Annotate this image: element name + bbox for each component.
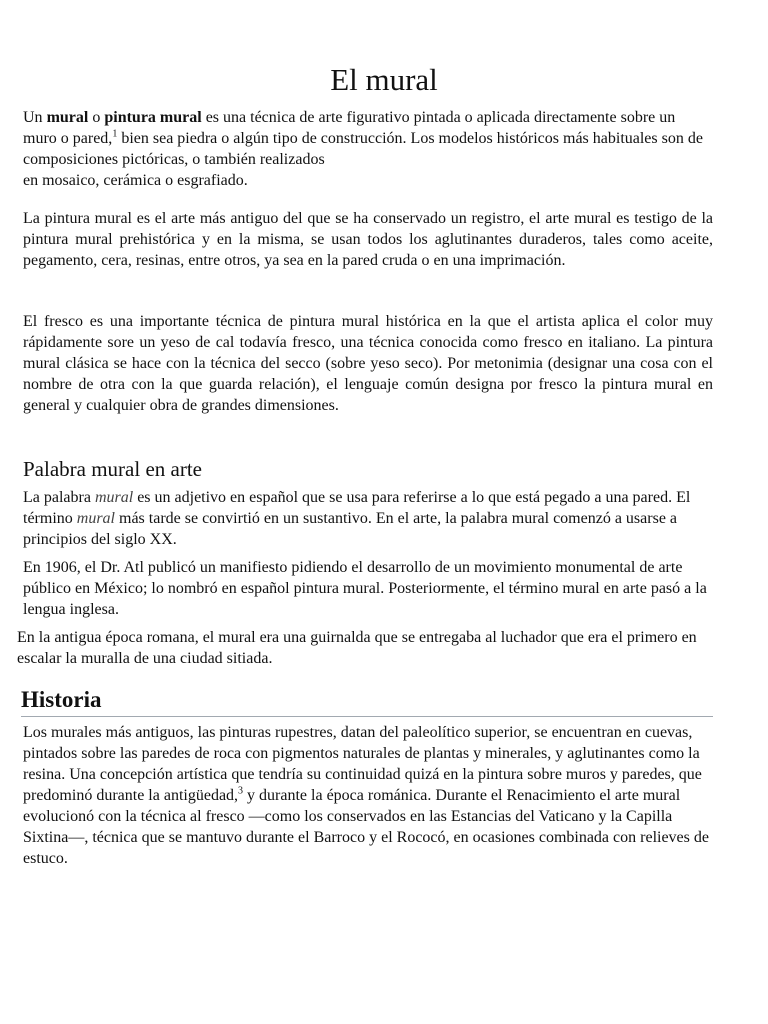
text-run: en mosaico, cerámica o esgrafiado. [23,172,248,189]
word-paragraph-2: En 1906, el Dr. Atl publicó un manifiesto pidiendo el desarrollo de un movimiento monumental de arte público en México; lo nombró en español pintura mural. Posteriormente, el término mural en arte pasó a la lengua inglesa. [23,559,707,618]
intro-paragraph-1 [23,107,711,191]
text-run: es un adjetivo en español que se usa para referirse a lo que está pegado a una pared. El término [23,489,691,527]
text-run: bien sea piedra o algún tipo de construcción. Los modelos históricos más habituales son de composiciones pictóricas, o también realizados [23,130,703,168]
section-heading-historia: Historia [21,686,713,717]
intro-paragraph-2: La pintura mural es el arte más antiguo del que se ha conservado un registro, el arte mural es testigo de la pintura mural prehistórica y en la misma, se usan todos los aglutinantes duraderos, tales como aceite, pegamento, cera, resinas, entre otros, ya sea en la pared cruda o en una imprimación. [23,210,713,269]
word-paragraph-3: En la antigua época romana, el mural era una guirnalda que se entregaba al luchador que era el primero en escalar la muralla de una ciudad sitiada. [17,629,697,667]
section-heading-palabra-mural: Palabra mural en arte [23,457,202,481]
footnote-ref-3[interactable]: 3 [238,785,244,797]
text-run: y durante la época románica. Durante el Renacimiento el arte mural evolucionó con la técnica al fresco —como los conservados en las Estancias del Vaticano y la Capilla Sixtina—, técnica que se mantuvo durante el Barroco y el Rococó, en ocasiones combinada con relieves de estuco. [23,787,709,867]
text-run: es una técnica de arte figurativo pintada o aplicada directamente sobre un muro o pared, [23,109,676,147]
word-paragraph-1 [23,487,703,550]
italic-term-mural: mural [76,510,115,527]
bold-term-mural: mural [46,109,89,126]
footnote-ref-1[interactable]: 1 [112,128,118,140]
intro-paragraph-3: El fresco es una importante técnica de pintura mural histórica en la que el artista aplica el color muy rápidamente sore un yeso de cal todavía fresco, una técnica conocida como fresco en italiano. La pintura mural clásica se hace con la técnica del secco (sobre yeso seco). Por metonimia (designar una cosa con el nombre de otra con la que guarda relación), el lenguaje común designa por fresco la pintura mural en general y cualquier obra de grandes dimensiones. [23,313,713,414]
text-run: Los murales más antiguos, las pinturas rupestres, datan del paleolítico superior, se encuentran en cuevas, pintados sobre las paredes de roca con pigmentos naturales de plantas y minerales, y aglutinantes como la resina. Una concepción artística que tendría su continuidad quizá en la pintura sobre muros y paredes, que predominó durante la antigüedad, [23,724,702,804]
italic-term-mural: mural [94,489,134,506]
bold-term-pintura-mural: pintura mural [104,109,202,126]
text-run: Un [23,109,47,126]
page-title: El mural [330,62,438,97]
text-run: La palabra [23,489,95,506]
history-paragraph-1 [23,722,711,869]
text-run: o [88,109,105,126]
text-run: más tarde se convirtió en un sustantivo. En el arte, la palabra mural comenzó a usarse a principios del siglo XX. [23,510,678,548]
